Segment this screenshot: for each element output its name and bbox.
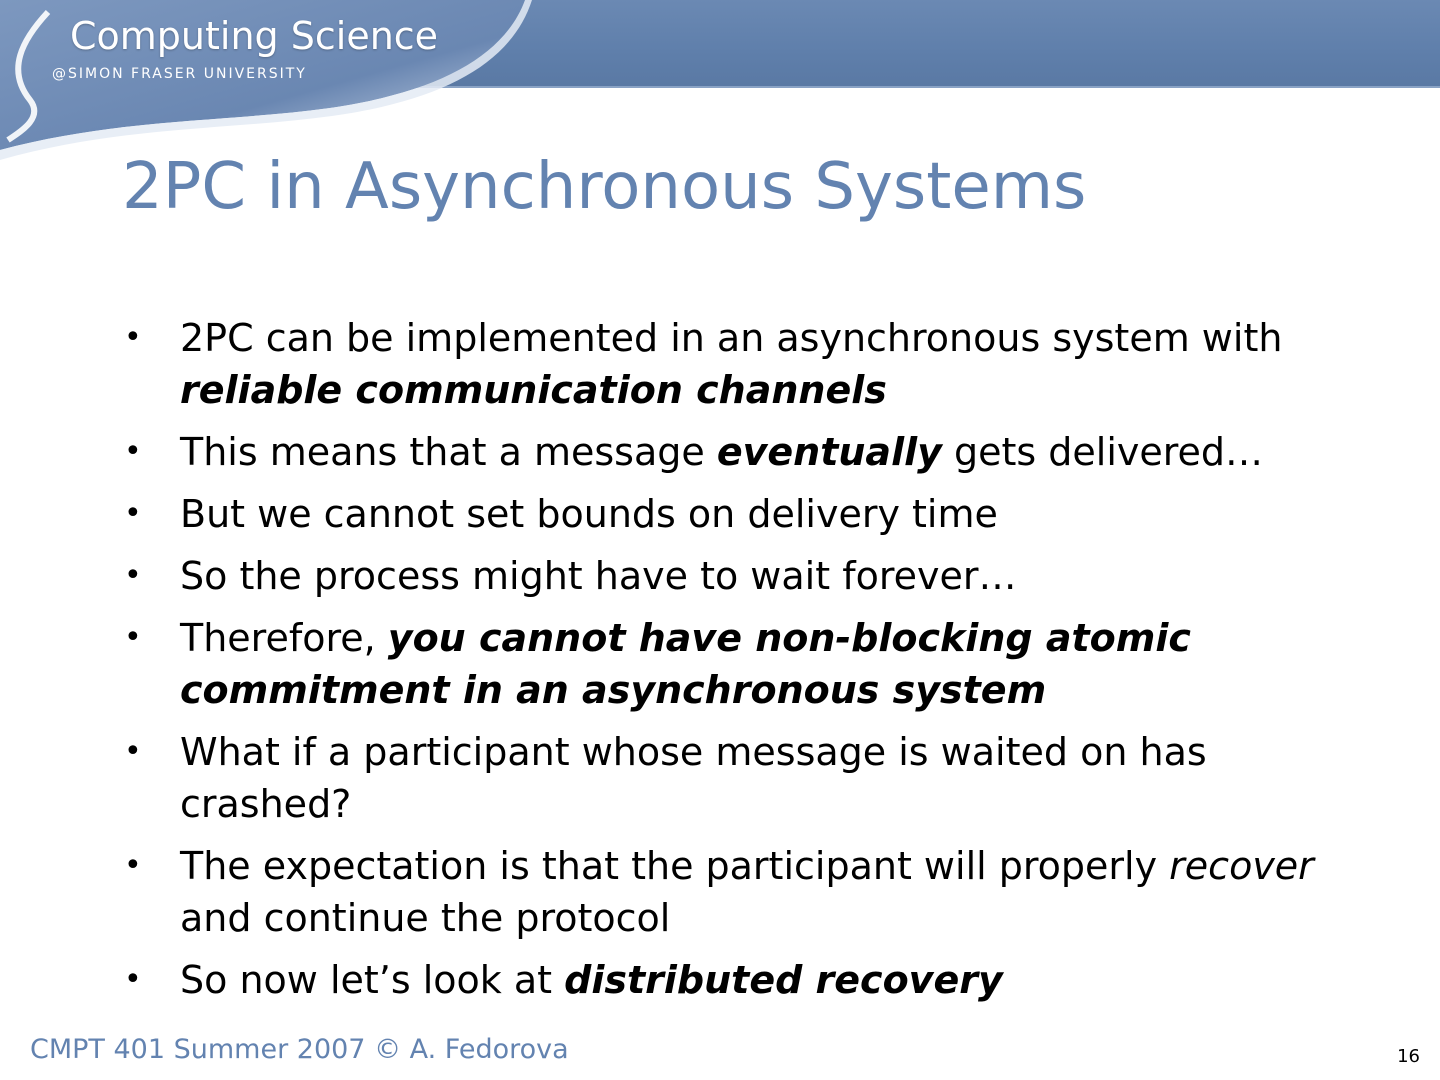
bullet-text: So now let’s look at distributed recovery: [180, 958, 1003, 1002]
bullet-item: [122, 840, 1322, 944]
bullet-item: [122, 550, 1322, 602]
bullet-item: [122, 488, 1322, 540]
bullet-item: [122, 612, 1322, 716]
bullet-text: Therefore, you cannot have non-blocking atomic commitment in an asynchronous system: [180, 616, 1191, 712]
bullet-dot-icon: •: [124, 620, 142, 655]
bullet-dot-icon: •: [124, 558, 142, 593]
bullet-text: The expectation is that the participant will properly recover and continue the protocol: [180, 844, 1314, 940]
bullet-item: [122, 426, 1322, 478]
bullet-text: This means that a message eventually gets delivered…: [180, 430, 1264, 474]
bullet-text: So the process might have to wait forever…: [180, 554, 1017, 598]
page-number: 16: [1397, 1046, 1420, 1067]
bullet-item: [122, 726, 1322, 830]
logo-subtitle: @SIMON FRASER UNIVERSITY: [52, 66, 307, 82]
bullet-text: What if a participant whose message is waited on has crashed?: [180, 730, 1207, 826]
bullet-text: 2PC can be implemented in an asynchronous system with reliable communication channels: [180, 316, 1283, 412]
footer-course-credit: CMPT 401 Summer 2007 © A. Fedorova: [30, 1034, 569, 1065]
bullet-item: [122, 312, 1322, 416]
bullet-text: But we cannot set bounds on delivery time: [180, 492, 998, 536]
slide-title: 2PC in Asynchronous Systems: [122, 150, 1087, 224]
bullet-dot-icon: •: [124, 734, 142, 769]
bullet-dot-icon: •: [124, 496, 142, 531]
bullet-dot-icon: •: [124, 320, 142, 355]
bullet-list: [122, 312, 1322, 1016]
bullet-dot-icon: •: [124, 434, 142, 469]
logo-title: Computing Science: [70, 14, 439, 58]
bullet-dot-icon: •: [124, 848, 142, 883]
bullet-item: [122, 954, 1322, 1006]
bullet-dot-icon: •: [124, 962, 142, 997]
